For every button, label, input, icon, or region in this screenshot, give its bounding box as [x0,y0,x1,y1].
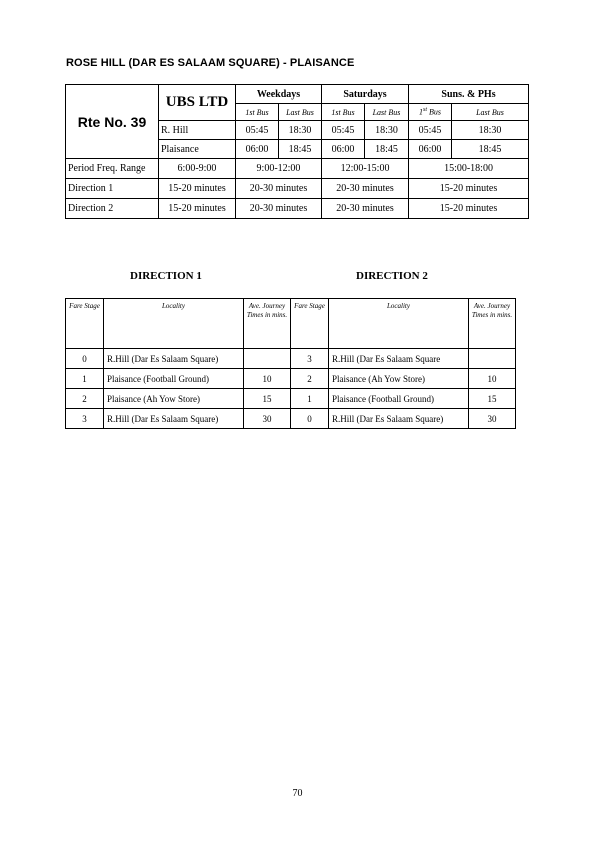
fare-stage-table [65,298,516,429]
direction-row [66,179,529,199]
fare-stage: 1 [291,389,329,409]
time-cell: 18:45 [279,140,322,159]
operator-name: UBS LTD [159,85,236,121]
saturdays-first-bus: 1st Bus [322,104,365,121]
stop-name: R. Hill [159,121,236,140]
saturdays-last-bus: Last Bus [365,104,409,121]
stop-name: Plaisance [159,140,236,159]
time-cell: 18:45 [452,140,529,159]
fare-stage: 0 [66,349,104,369]
journey-time: 10 [244,369,291,389]
sundays-first-bus: 1st Bus [409,104,452,121]
journey-time: 30 [244,409,291,429]
direction-label: Direction 2 [66,199,159,219]
period-cell: 12:00-15:00 [322,159,409,179]
journey-time: 15 [469,389,516,409]
page-number: 70 [292,788,303,799]
time-cell: 18:30 [365,121,409,140]
time-cell: 18:45 [365,140,409,159]
frequency-cell: 15-20 minutes [409,179,529,199]
period-cell: 9:00-12:00 [236,159,322,179]
fare-stage: 0 [291,409,329,429]
table-row [66,369,516,389]
frequency-cell: 15-20 minutes [159,199,236,219]
group-saturdays: Saturdays [322,85,409,104]
time-cell: 06:00 [236,140,279,159]
direction-2-heading: DIRECTION 2 [356,270,428,282]
frequency-cell: 20-30 minutes [322,179,409,199]
locality-header: Locality [329,299,469,349]
locality-header: Locality [104,299,244,349]
page-title: ROSE HILL (DAR ES SALAAM SQUARE) - PLAISANCE [66,57,355,69]
locality: R.Hill (Dar Es Salaam Square) [329,409,469,429]
time-cell: 18:30 [279,121,322,140]
locality: R.Hill (Dar Es Salaam Square) [104,409,244,429]
journey-time-header: Ave. Journey Times in mins. [244,299,291,349]
time-cell: 18:30 [452,121,529,140]
journey-time [244,349,291,369]
journey-time [469,349,516,369]
journey-time: 30 [469,409,516,429]
locality: R.Hill (Dar Es Salaam Square [329,349,469,369]
frequency-cell: 20-30 minutes [322,199,409,219]
fare-stage: 2 [291,369,329,389]
journey-time: 10 [469,369,516,389]
weekdays-last-bus: Last Bus [279,104,322,121]
fare-stage: 2 [66,389,104,409]
frequency-cell: 15-20 minutes [409,199,529,219]
direction-row [66,199,529,219]
time-cell: 06:00 [409,140,452,159]
fare-stage-header: Fare Stage [66,299,104,349]
table-row [66,349,516,369]
table-row [66,389,516,409]
fare-stage: 3 [291,349,329,369]
journey-time-header: Ave. Journey Times in mins. [469,299,516,349]
frequency-cell: 20-30 minutes [236,179,322,199]
time-cell: 05:45 [236,121,279,140]
period-cell: 15:00-18:00 [409,159,529,179]
locality: Plaisance (Ah Yow Store) [104,389,244,409]
direction-1-heading: DIRECTION 1 [130,270,202,282]
time-cell: 05:45 [409,121,452,140]
period-cell: 6:00-9:00 [159,159,236,179]
period-label: Period Freq. Range [66,159,159,179]
time-cell: 05:45 [322,121,365,140]
time-cell: 06:00 [322,140,365,159]
locality: Plaisance (Football Ground) [104,369,244,389]
fare-stage: 1 [66,369,104,389]
table-row [66,409,516,429]
locality: R.Hill (Dar Es Salaam Square) [104,349,244,369]
locality: Plaisance (Football Ground) [329,389,469,409]
journey-time: 15 [244,389,291,409]
timetable [65,84,529,219]
fare-stage: 3 [66,409,104,429]
sundays-last-bus: Last Bus [452,104,529,121]
fare-stage-header: Fare Stage [291,299,329,349]
weekdays-first-bus: 1st Bus [236,104,279,121]
group-weekdays: Weekdays [236,85,322,104]
frequency-cell: 15-20 minutes [159,179,236,199]
locality: Plaisance (Ah Yow Store) [329,369,469,389]
group-sundays: Suns. & PHs [409,85,529,104]
frequency-cell: 20-30 minutes [236,199,322,219]
period-row [66,159,529,179]
route-number: Rte No. 39 [66,85,159,159]
direction-label: Direction 1 [66,179,159,199]
